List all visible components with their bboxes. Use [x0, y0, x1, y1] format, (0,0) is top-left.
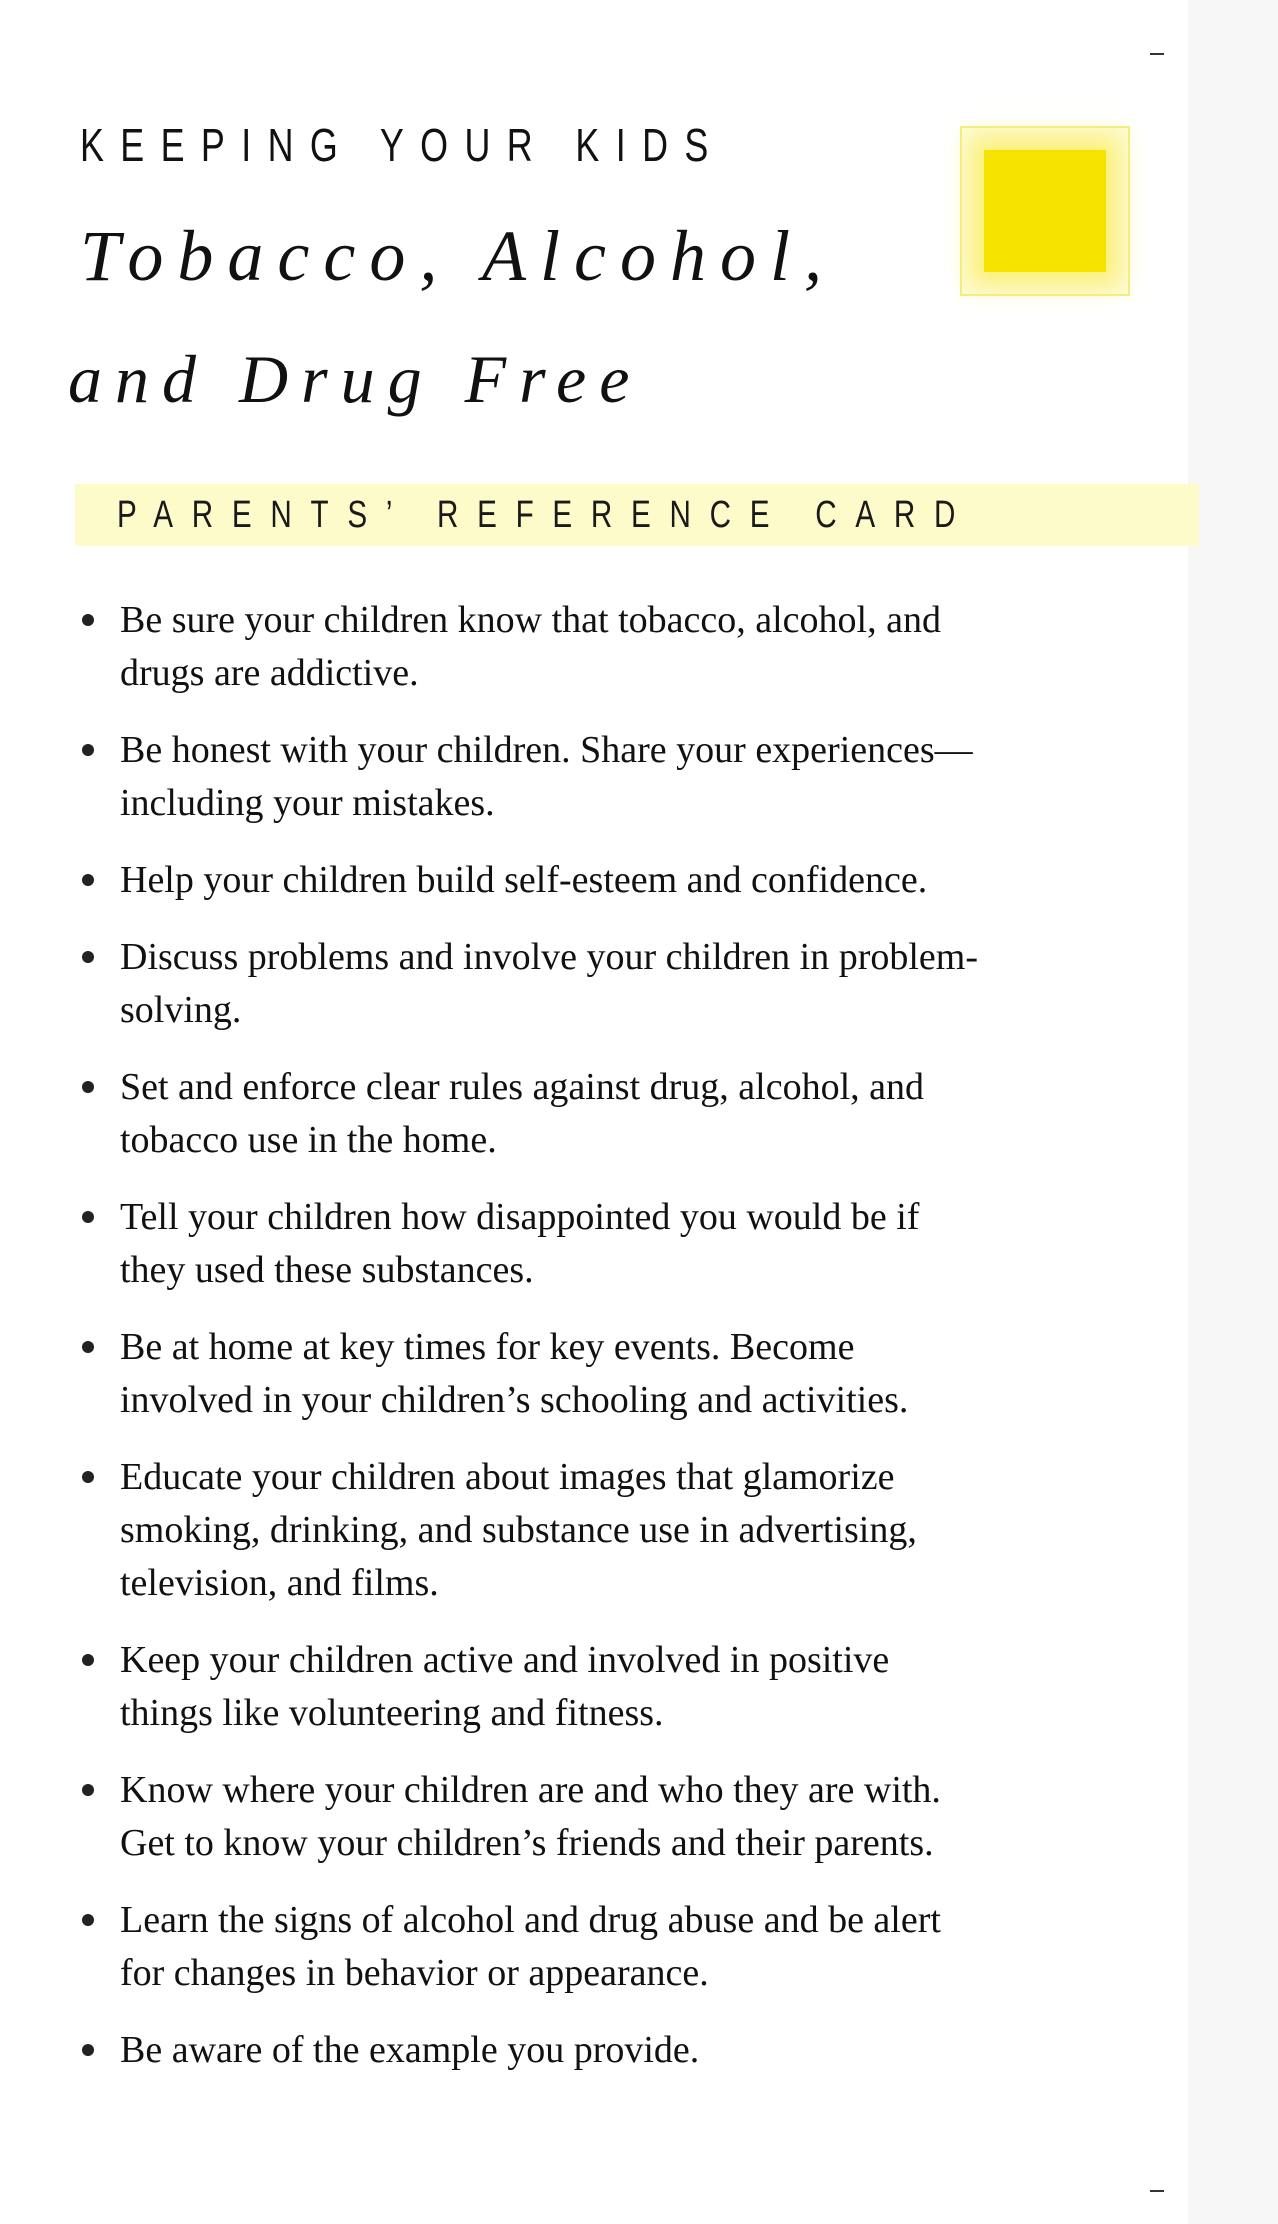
tip-text-line: for changes in behavior or appearance.: [120, 1952, 709, 1994]
reference-card-banner: [75, 484, 1199, 546]
bullet-icon: [82, 614, 94, 626]
tip-item: [80, 594, 1180, 700]
tip-item: [80, 1321, 1180, 1427]
bullet-icon: [82, 951, 94, 963]
crop-mark-bottom: [1150, 2190, 1164, 2192]
tip-text-line: Be honest with your children. Share your experiences—: [120, 729, 973, 771]
swatch-glow: [984, 150, 1106, 272]
tip-text-line: solving.: [120, 989, 242, 1031]
bullet-icon: [82, 1341, 94, 1353]
bullet-icon: [82, 874, 94, 886]
tip-item: [80, 724, 1180, 830]
tip-text-line: smoking, drinking, and substance use in advertising,: [120, 1509, 917, 1551]
tip-item: [80, 1634, 1180, 1740]
tip-text-line: things like volunteering and fitness.: [120, 1692, 664, 1734]
tip-text-line: Learn the signs of alcohol and drug abuse and be alert: [120, 1899, 941, 1941]
tip-text-line: Be aware of the example you provide.: [120, 2029, 700, 2071]
bullet-icon: [82, 1211, 94, 1223]
tip-text-line: Set and enforce clear rules against drug, alcohol, and: [120, 1066, 925, 1108]
tip-item: [80, 1191, 1180, 1297]
banner-label: PARENTS’ REFERENCE CARD: [117, 494, 975, 536]
tip-text-line: including your mistakes.: [120, 782, 495, 824]
tip-text-line: Help your children build self-esteem and confidence.: [120, 859, 928, 901]
bullet-icon: [82, 1654, 94, 1666]
tip-text-line: Tell your children how disappointed you would be if: [120, 1196, 920, 1238]
tip-text-line: Discuss problems and involve your children in problem-: [120, 936, 979, 978]
kicker-heading: KEEPING YOUR KIDS: [80, 119, 725, 171]
tip-item: [80, 2024, 1180, 2077]
card-edge: [1188, 0, 1278, 2224]
tip-text-line: Be at home at key times for key events. Become: [120, 1326, 855, 1368]
bullet-icon: [82, 1471, 94, 1483]
tip-text-line: they used these substances.: [120, 1249, 534, 1291]
tip-item: [80, 931, 1180, 1037]
tip-text-line: involved in your children’s schooling and activities.: [120, 1379, 909, 1421]
bullet-icon: [82, 1914, 94, 1926]
tip-text-line: Get to know your children’s friends and their parents.: [120, 1822, 934, 1864]
tip-item: [80, 1894, 1180, 2000]
title-line-2: and Drug Free: [68, 341, 643, 417]
tip-item: [80, 1764, 1180, 1870]
tip-text-line: Keep your children active and involved in positive: [120, 1639, 890, 1681]
tip-text-line: Know where your children are and who they are with.: [120, 1769, 941, 1811]
crop-mark-top: [1150, 53, 1164, 55]
bullet-icon: [82, 1081, 94, 1093]
tips-list: [80, 594, 1180, 2101]
tip-text-line: tobacco use in the home.: [120, 1119, 497, 1161]
tip-text-line: television, and films.: [120, 1562, 439, 1604]
yellow-glow-swatch: [960, 126, 1130, 296]
tip-item: [80, 1061, 1180, 1167]
bullet-icon: [82, 1784, 94, 1796]
tip-item: [80, 854, 1180, 907]
tip-item: [80, 1451, 1180, 1610]
tip-text-line: Educate your children about images that glamorize: [120, 1456, 895, 1498]
tip-text-line: Be sure your children know that tobacco, alcohol, and: [120, 599, 941, 641]
bullet-icon: [82, 744, 94, 756]
bullet-icon: [82, 2044, 94, 2056]
title-line-1: Tobacco, Alcohol,: [80, 216, 836, 296]
tip-text-line: drugs are addictive.: [120, 652, 419, 694]
